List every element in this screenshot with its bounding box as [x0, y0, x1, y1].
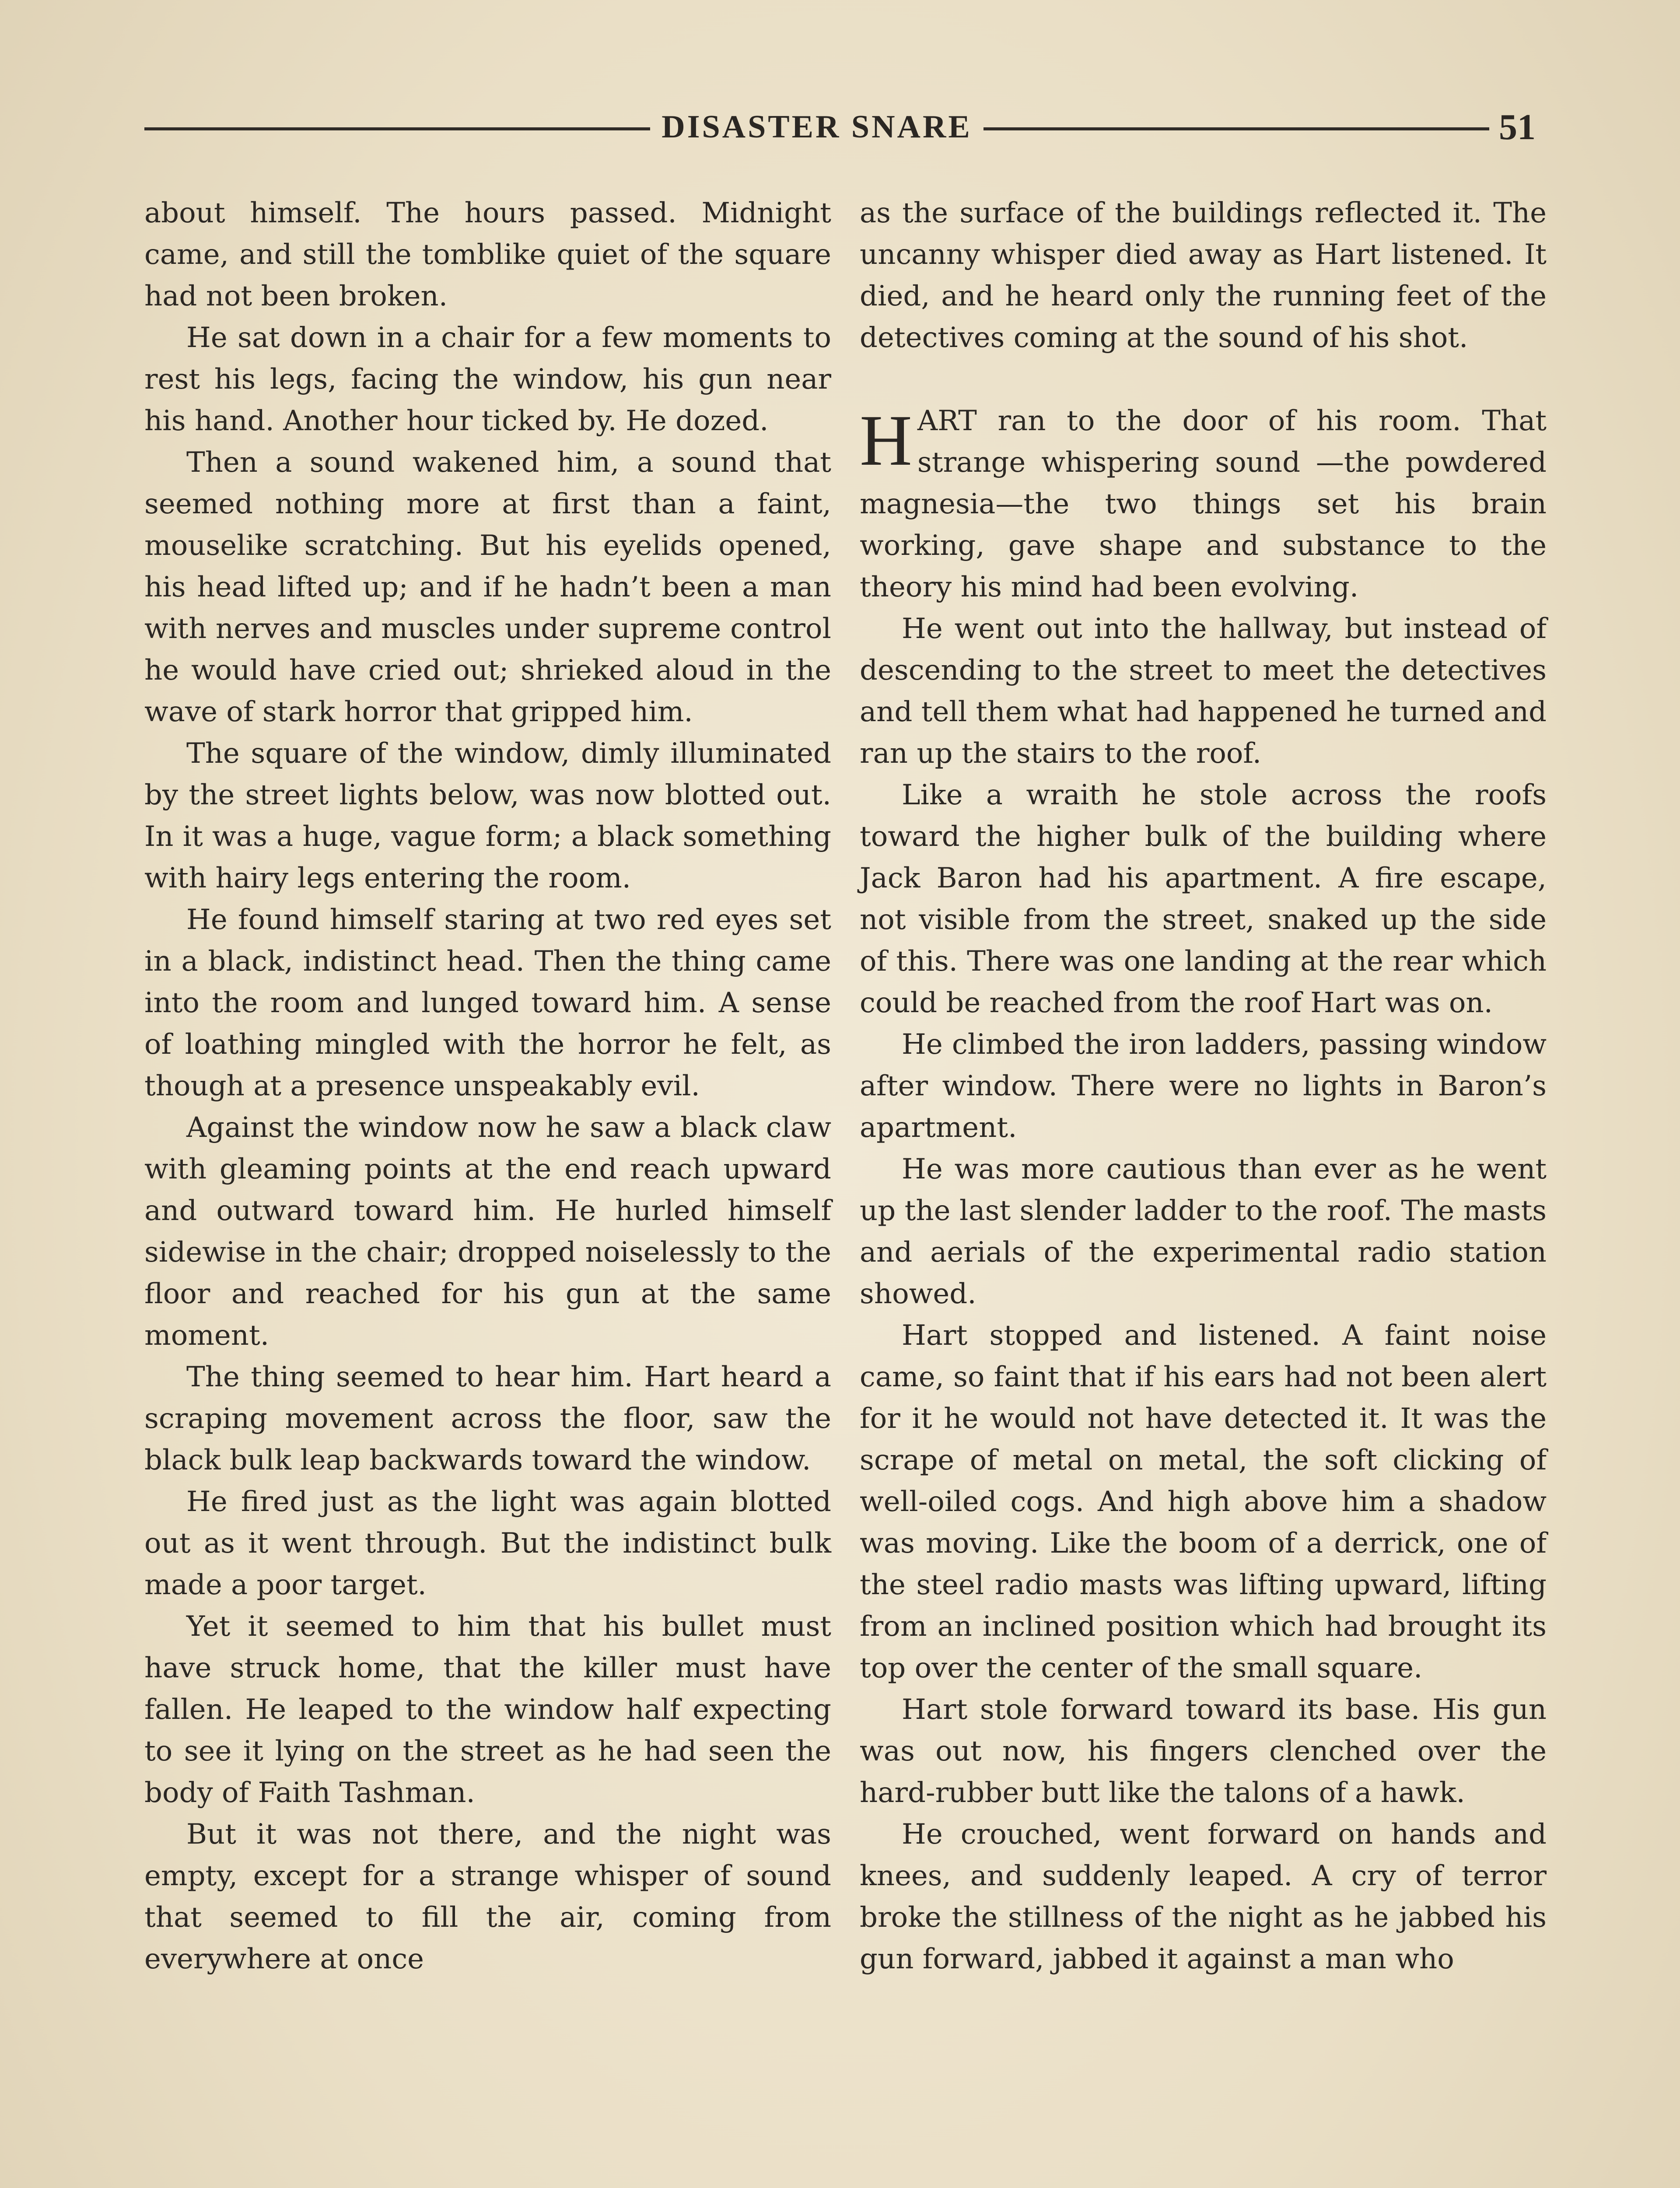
paragraph: about himself. The hours passed. Midnight came, and still the tomblike quiet of the square had not been broken.	[144, 197, 831, 312]
paragraph: He climbed the iron ladders, passing window after window. There were no lights in Baron’s apartment.	[860, 1028, 1547, 1144]
paragraph: He was more cautious than ever as he went up the last slender ladder to the roof. The masts and aerials of the experimental radio station showed.	[860, 1153, 1547, 1310]
paragraph: Yet it seemed to him that his bullet must have struck home, that the killer must have fallen. He leaped to the window half expecting to see it lying on the street as he had seen the body of Faith Tashman.	[144, 1610, 831, 1809]
paragraph: He sat down in a chair for a few moments to rest his legs, facing the window, his gun near his hand. Another hour ticked by. He dozed.	[144, 322, 831, 437]
paragraph: Then a sound wakened him, a sound that seemed nothing more at first than a faint, mouselike scratching. But his eyelids opened, his head lifted up; and if he hadn’t been a man with nerves and muscles under supreme control he would have cried out; shrieked aloud in the wave of stark horror that gripped him.	[144, 446, 831, 728]
running-head	[144, 96, 1536, 158]
paragraph: He found himself staring at two red eyes set in a black, indistinct head. Then the thing came into the room and lunged toward him. A sense of loathing mingled with the horror he felt, as though at a presence unspeakably evil.	[144, 904, 831, 1102]
left-column	[144, 193, 831, 1980]
paragraph: He went out into the hallway, but instead of descending to the street to meet the detectives and tell them what had happened he turned and ran up the stairs to the roof.	[860, 613, 1547, 770]
section-opening-paragraph	[860, 400, 1547, 608]
section-opening-text: ART ran to the door of his room. That strange whispering sound —the powdered magnesia—the two things set his brain working, gave shape and substance to the theory his mind had been evolving.	[860, 405, 1547, 603]
paragraph: He fired just as the light was again blotted out as it went through. But the indistinct bulk made a poor target.	[144, 1486, 831, 1601]
paragraph: The square of the window, dimly illuminated by the street lights below, was now blotted out. In it was a huge, vague form; a black something with hairy legs entering the room.	[144, 737, 831, 894]
paragraph: The thing seemed to hear him. Hart heard a scraping movement across the floor, saw the black bulk leap backwards toward the window.	[144, 1361, 831, 1476]
paragraph: But it was not there, and the night was empty, except for a strange whisper of sound that seemed to fill the air, coming from everywhere at once	[144, 1818, 831, 1975]
header-rule-right	[984, 127, 1489, 130]
paragraph: Against the window now he saw a black claw with gleaming points at the end reach upward and outward toward him. He hurled himself sidewise in the chair; dropped noiselessly to the floor and reached for his gun at the same moment.	[144, 1112, 831, 1352]
paragraph: He crouched, went forward on hands and knees, and suddenly leaped. A cry of terror broke the stillness of the night as he jabbed his gun forward, jabbed it against a man who	[860, 1818, 1547, 1975]
header-rule-left	[144, 127, 650, 130]
drop-cap: H	[860, 400, 912, 480]
paragraph: Hart stopped and listened. A faint noise came, so faint that if his ears had not been alert for it he would not have detected it. It was the scrape of metal on metal, the soft clicking of well-oiled cogs. And high above him a shadow was moving. Like the boom of a derrick, one of the steel radio masts was lifting upward, lifting from an inclined position which had brought its top over the center of the small square.	[860, 1319, 1547, 1684]
right-column	[860, 193, 1547, 1980]
paragraph: as the surface of the buildings reflected it. The uncanny whisper died away as Hart listened. It died, and he heard only the running feet of the detectives coming at the sound of his shot.	[860, 197, 1547, 354]
page-number: 51	[1499, 106, 1536, 147]
paragraph: Like a wraith he stole across the roofs toward the higher bulk of the building where Jack Baron had his apartment. A fire escape, not visible from the street, snaked up the side of this. There was one landing at the rear which could be reached from the roof Hart was on.	[860, 779, 1547, 1019]
paragraph: Hart stole forward toward its base. His gun was out now, his fingers clenched over the hard-rubber butt like the talons of a hawk.	[860, 1694, 1547, 1809]
running-title: DISASTER SNARE	[662, 109, 972, 145]
